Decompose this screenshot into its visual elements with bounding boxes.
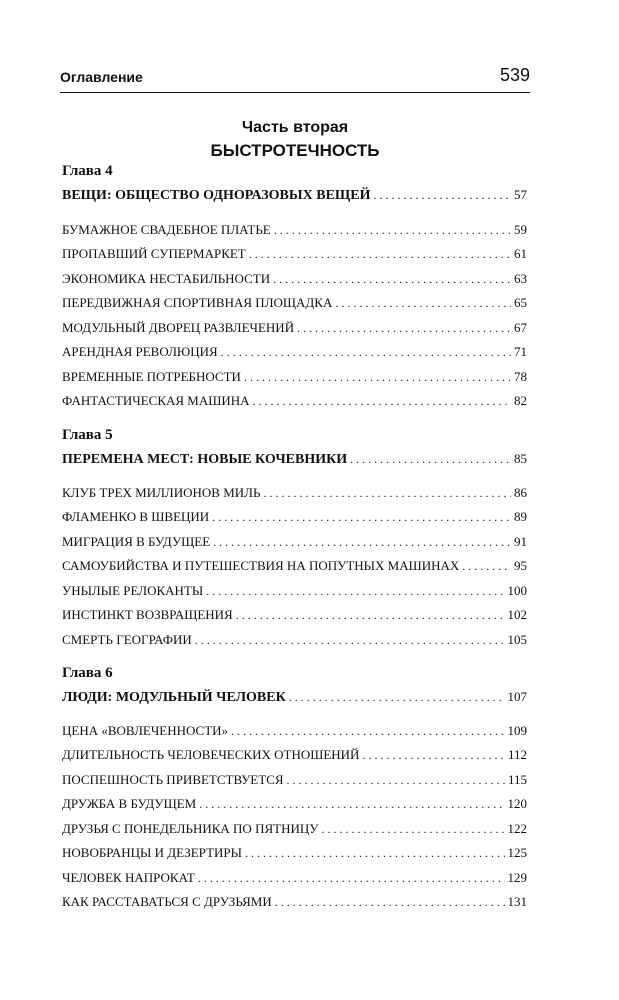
- toc-entry-page: 102: [507, 607, 527, 622]
- toc-entry-title: ВРЕМЕННЫЕ ПОТРЕБНОСТИ: [62, 369, 241, 384]
- toc-entry-page: 82: [514, 393, 527, 408]
- toc-entry-title: БУМАЖНОЕ СВАДЕБНОЕ ПЛАТЬЕ: [62, 222, 271, 237]
- toc-section-entry[interactable]: [62, 870, 527, 888]
- toc-section-entry[interactable]: [62, 369, 527, 387]
- toc-entry-title: ДРУЖБА В БУДУЩЕМ: [62, 796, 197, 811]
- toc-entry-page: 125: [507, 845, 527, 860]
- toc-section-entry[interactable]: [62, 796, 527, 814]
- toc-entry-title: АРЕНДНАЯ РЕВОЛЮЦИЯ: [62, 344, 218, 359]
- part-label: Часть вторая: [241, 119, 349, 136]
- toc-entry-title: СМЕРТЬ ГЕОГРАФИИ: [62, 632, 192, 647]
- toc-entry-title: ФАНТАСТИЧЕСКАЯ МАШИНА: [62, 393, 250, 408]
- toc-chapter-entry[interactable]: [62, 451, 527, 469]
- leader-dots: [245, 846, 505, 861]
- toc-entry-page: 95: [514, 558, 527, 573]
- toc-entry-title: ПРОПАВШИЙ СУПЕРМАРКЕТ: [62, 246, 246, 261]
- leader-dots: [287, 773, 505, 788]
- toc-entry-page: 112: [507, 747, 527, 762]
- toc-entry-title: ИНСТИНКТ ВОЗВРАЩЕНИЯ: [62, 607, 233, 622]
- toc-entry-page: 89: [514, 509, 527, 524]
- leader-dots: [335, 296, 511, 311]
- toc-entry-title: ПОСПЕШНОСТЬ ПРИВЕТСТВУЕТСЯ: [62, 772, 284, 787]
- toc-entry-title: МИГРАЦИЯ В БУДУЩЕЕ: [62, 534, 211, 549]
- toc-section-entry[interactable]: [62, 894, 527, 912]
- leader-dots: [350, 452, 511, 467]
- leader-dots: [462, 559, 511, 574]
- toc-entry-title: КАК РАССТАВАТЬСЯ С ДРУЗЬЯМИ: [62, 894, 272, 909]
- leader-dots: [195, 633, 505, 648]
- chapter-label: Глава 4: [62, 163, 113, 179]
- leader-dots: [275, 895, 505, 910]
- toc-entry-page: 63: [514, 271, 527, 286]
- leader-dots: [253, 394, 511, 409]
- toc-section-entry[interactable]: [62, 632, 527, 650]
- leader-dots: [212, 510, 511, 525]
- toc-entry-page: 78: [514, 369, 527, 384]
- leader-dots: [374, 188, 511, 203]
- part-title: БЫСТРОТЕЧНОСТЬ: [210, 141, 380, 160]
- leader-dots: [236, 608, 505, 623]
- leader-dots: [199, 797, 504, 812]
- toc-entry-title: ЛЮДИ: МОДУЛЬНЫЙ ЧЕЛОВЕК: [62, 690, 286, 705]
- toc-section-entry[interactable]: [62, 485, 527, 503]
- toc-entry-page: 61: [514, 246, 527, 261]
- toc-entry-title: НОВОБРАНЦЫ И ДЕЗЕРТИРЫ: [62, 845, 242, 860]
- toc-section-entry[interactable]: [62, 295, 527, 313]
- toc-entry-title: ПЕРЕДВИЖНАЯ СПОРТИВНАЯ ПЛОЩАДКА: [62, 295, 333, 310]
- toc-entry-page: 120: [507, 796, 527, 811]
- leader-dots: [321, 822, 504, 837]
- toc-entry-page: 71: [514, 344, 527, 359]
- leader-dots: [206, 584, 504, 599]
- leader-dots: [231, 724, 504, 739]
- toc-entry-title: ДЛИТЕЛЬНОСТЬ ЧЕЛОВЕЧЕСКИХ ОТНОШЕНИЙ: [62, 747, 360, 762]
- toc-entry-title: ЦЕНА «ВОВЛЕЧЕННОСТИ»: [62, 723, 229, 738]
- toc-section-entry[interactable]: [62, 344, 527, 362]
- toc-entry-page: 91: [514, 534, 527, 549]
- toc-section-entry[interactable]: [62, 747, 527, 765]
- toc-section-entry[interactable]: [62, 723, 527, 741]
- toc-section-entry[interactable]: [62, 271, 527, 289]
- toc-entry-page: 107: [507, 689, 527, 704]
- running-header-title: Оглавление: [60, 69, 143, 85]
- toc-entry-title: ВЕЩИ: ОБЩЕСТВО ОДНОРАЗОВЫХ ВЕЩЕЙ: [62, 188, 371, 203]
- toc-entry-title: САМОУБИЙСТВА И ПУТЕШЕСТВИЯ НА ПОПУТНЫХ МАШИНАХ: [62, 558, 460, 573]
- page-number: 539: [499, 65, 530, 85]
- toc-section-entry[interactable]: [62, 534, 527, 552]
- leader-dots: [213, 535, 511, 550]
- toc-entry-page: 85: [514, 451, 527, 466]
- leader-dots: [297, 321, 511, 336]
- chapter-label: Глава 5: [62, 427, 113, 443]
- toc-section-entry[interactable]: [62, 558, 527, 576]
- leader-dots: [274, 223, 511, 238]
- leader-dots: [244, 370, 511, 385]
- toc-entry-title: ЭКОНОМИКА НЕСТАБИЛЬНОСТИ: [62, 271, 271, 286]
- toc-section-entry[interactable]: [62, 509, 527, 527]
- leader-dots: [362, 748, 505, 763]
- toc-entry-title: ФЛАМЕНКО В ШВЕЦИИ: [62, 509, 210, 524]
- toc-section-entry[interactable]: [62, 246, 527, 264]
- toc-entry-page: 109: [507, 723, 527, 738]
- leader-dots: [289, 690, 505, 705]
- toc-entry-page: 100: [507, 583, 527, 598]
- toc-entry-page: 57: [514, 187, 527, 202]
- toc-entry-page: 129: [507, 870, 527, 885]
- toc-entry-page: 105: [507, 632, 527, 647]
- toc-entry-title: МОДУЛЬНЫЙ ДВОРЕЦ РАЗВЛЕЧЕНИЙ: [62, 320, 295, 335]
- leader-dots: [221, 345, 511, 360]
- toc-section-entry[interactable]: [62, 845, 527, 863]
- toc-chapter-entry[interactable]: [62, 689, 527, 707]
- leader-dots: [263, 486, 511, 501]
- toc-entry-title: КЛУБ ТРЕХ МИЛЛИОНОВ МИЛЬ: [62, 485, 261, 500]
- toc-entry-page: 65: [514, 295, 527, 310]
- toc-section-entry[interactable]: [62, 393, 527, 411]
- leader-dots: [249, 247, 511, 262]
- toc-entry-title: ДРУЗЬЯ С ПОНЕДЕЛЬНИКА ПО ПЯТНИЦУ: [62, 821, 319, 836]
- toc-entry-page: 131: [507, 894, 527, 909]
- toc-section-entry[interactable]: [62, 320, 527, 338]
- leader-dots: [273, 272, 511, 287]
- toc-chapter-entry[interactable]: [62, 187, 527, 205]
- toc-entry-page: 86: [514, 485, 527, 500]
- chapter-label: Глава 6: [62, 665, 113, 681]
- toc-entry-page: 59: [514, 222, 527, 237]
- toc-section-entry[interactable]: [62, 607, 527, 625]
- running-header: [60, 66, 530, 93]
- toc-section-entry[interactable]: [62, 222, 527, 240]
- toc-section-entry[interactable]: [62, 821, 527, 839]
- toc-section-entry[interactable]: [62, 772, 527, 790]
- toc-entry-title: ЧЕЛОВЕК НАПРОКАТ: [62, 870, 195, 885]
- toc-entry-title: ПЕРЕМЕНА МЕСТ: НОВЫЕ КОЧЕВНИКИ: [62, 452, 348, 467]
- toc-entry-page: 115: [507, 772, 527, 787]
- toc-entry-title: УНЫЛЫЕ РЕЛОКАНТЫ: [62, 583, 204, 598]
- toc-entry-page: 67: [514, 320, 527, 335]
- leader-dots: [198, 871, 505, 886]
- toc-section-entry[interactable]: [62, 583, 527, 601]
- toc-entry-page: 122: [507, 821, 527, 836]
